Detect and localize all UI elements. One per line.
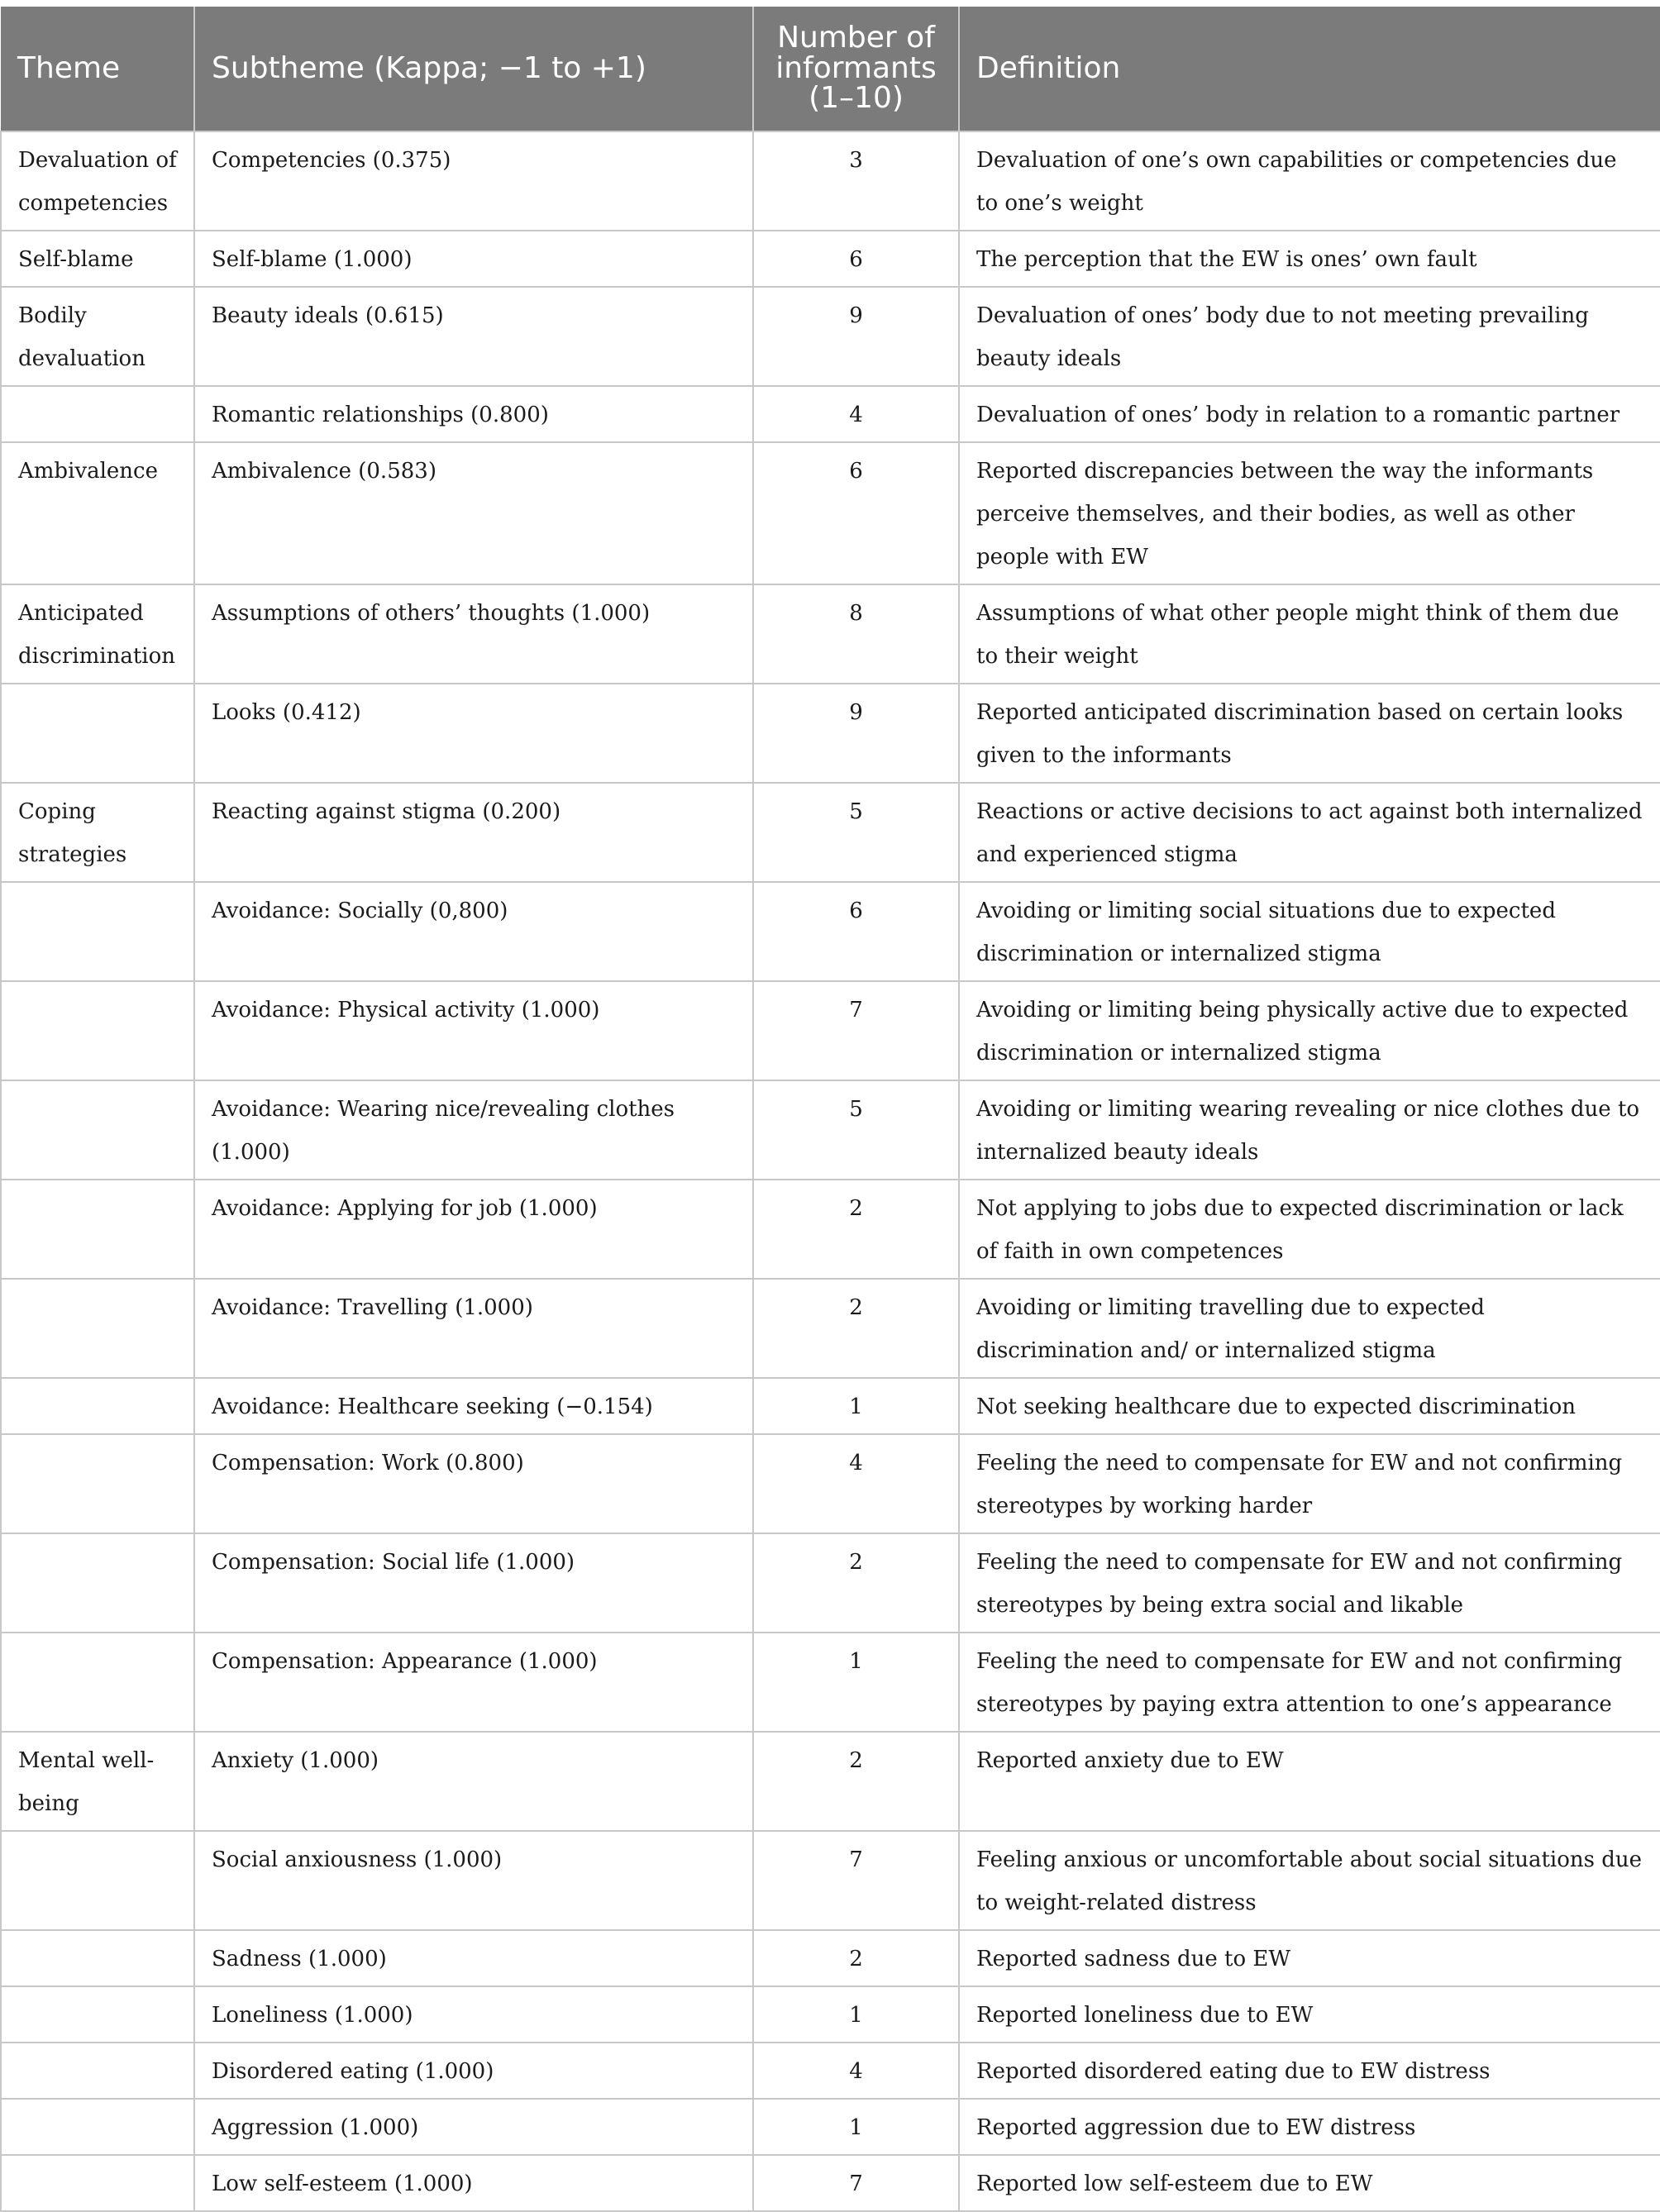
theme-cell <box>1 1279 194 1378</box>
subtheme-cell: Self-blame (1.000) <box>194 231 753 287</box>
theme-cell: Devaluation of competencies <box>1 131 194 231</box>
theme-cell: Bodily devaluation <box>1 287 194 386</box>
informants-cell: 7 <box>753 981 959 1080</box>
table-row <box>1 2043 1660 2099</box>
table-row <box>1 1533 1660 1633</box>
subtheme-cell: Loneliness (1.000) <box>194 1986 753 2043</box>
informants-cell: 1 <box>753 1633 959 1732</box>
subtheme-cell: Beauty ideals (0.615) <box>194 287 753 386</box>
subtheme-cell: Assumptions of others’ thoughts (1.000) <box>194 584 753 684</box>
definition-cell: Not seeking healthcare due to expected discrimination <box>959 1378 1660 1434</box>
informants-cell: 1 <box>753 2099 959 2155</box>
definition-cell: Avoiding or limiting social situations due to expected discrimination or internalized stigma <box>959 882 1660 981</box>
definition-cell: Devaluation of one’s own capabilities or competencies due to one’s weight <box>959 131 1660 231</box>
definition-cell: Feeling anxious or uncomfortable about social situations due to weight-related distress <box>959 1831 1660 1930</box>
subtheme-cell: Anxiety (1.000) <box>194 1732 753 1831</box>
table-row <box>1 882 1660 981</box>
theme-cell: Anticipated discrimination <box>1 584 194 684</box>
themes-table <box>0 7 1660 2212</box>
table-row <box>1 1180 1660 1279</box>
informants-cell: 8 <box>753 584 959 684</box>
theme-cell <box>1 1831 194 1930</box>
informants-cell: 5 <box>753 1080 959 1180</box>
header-definition: Definition <box>959 7 1660 131</box>
table-row <box>1 1434 1660 1533</box>
table-row <box>1 981 1660 1080</box>
theme-cell: Mental well-being <box>1 1732 194 1831</box>
header-theme: Theme <box>1 7 194 131</box>
theme-cell <box>1 386 194 442</box>
subtheme-cell: Ambivalence (0.583) <box>194 442 753 584</box>
definition-cell: Reported anticipated discrimination based on certain looks given to the informants <box>959 684 1660 783</box>
informants-cell: 4 <box>753 2043 959 2099</box>
informants-cell: 1 <box>753 1378 959 1434</box>
theme-cell <box>1 1080 194 1180</box>
theme-cell: Self-blame <box>1 231 194 287</box>
subtheme-cell: Looks (0.412) <box>194 684 753 783</box>
definition-cell: Reported sadness due to EW <box>959 1930 1660 1986</box>
table-row <box>1 1732 1660 1831</box>
table-row <box>1 287 1660 386</box>
header-subtheme: Subtheme (Kappa; −1 to +1) <box>194 7 753 131</box>
informants-cell: 4 <box>753 386 959 442</box>
subtheme-cell: Avoidance: Applying for job (1.000) <box>194 1180 753 1279</box>
table-row <box>1 684 1660 783</box>
theme-cell: Ambivalence <box>1 442 194 584</box>
informants-cell: 2 <box>753 1732 959 1831</box>
table-body <box>1 131 1660 2211</box>
subtheme-cell: Avoidance: Physical activity (1.000) <box>194 981 753 1080</box>
theme-cell <box>1 684 194 783</box>
definition-cell: Reported anxiety due to EW <box>959 1732 1660 1831</box>
table-row <box>1 442 1660 584</box>
theme-cell <box>1 1633 194 1732</box>
theme-cell <box>1 981 194 1080</box>
table-row <box>1 584 1660 684</box>
table-row <box>1 1986 1660 2043</box>
header-row <box>1 7 1660 131</box>
definition-cell: Avoiding or limiting travelling due to expected discrimination and/ or internalized stigma <box>959 1279 1660 1378</box>
definition-cell: Reported disordered eating due to EW distress <box>959 2043 1660 2099</box>
subtheme-cell: Compensation: Work (0.800) <box>194 1434 753 1533</box>
subtheme-cell: Romantic relationships (0.800) <box>194 386 753 442</box>
definition-cell: Reported aggression due to EW distress <box>959 2099 1660 2155</box>
subtheme-cell: Compensation: Social life (1.000) <box>194 1533 753 1633</box>
subtheme-cell: Low self-esteem (1.000) <box>194 2155 753 2211</box>
informants-cell: 9 <box>753 287 959 386</box>
theme-cell <box>1 2155 194 2211</box>
table-row <box>1 231 1660 287</box>
informants-cell: 2 <box>753 1930 959 1986</box>
subtheme-cell: Compensation: Appearance (1.000) <box>194 1633 753 1732</box>
theme-cell: Coping strategies <box>1 783 194 882</box>
table-header <box>1 7 1660 131</box>
subtheme-cell: Avoidance: Travelling (1.000) <box>194 1279 753 1378</box>
definition-cell: The perception that the EW is ones’ own fault <box>959 231 1660 287</box>
table-row <box>1 783 1660 882</box>
table-row <box>1 1930 1660 1986</box>
informants-cell: 2 <box>753 1533 959 1633</box>
informants-cell: 4 <box>753 1434 959 1533</box>
theme-cell <box>1 1180 194 1279</box>
informants-cell: 2 <box>753 1279 959 1378</box>
definition-cell: Reactions or active decisions to act against both internalized and experienced stigma <box>959 783 1660 882</box>
definition-cell: Reported discrepancies between the way the informants perceive themselves, and their bodies, as well as other people with EW <box>959 442 1660 584</box>
table-row <box>1 1080 1660 1180</box>
subtheme-cell: Sadness (1.000) <box>194 1930 753 1986</box>
table-row <box>1 131 1660 231</box>
theme-cell <box>1 1930 194 1986</box>
informants-cell: 6 <box>753 442 959 584</box>
definition-cell: Avoiding or limiting being physically active due to expected discrimination or internalized stigma <box>959 981 1660 1080</box>
subtheme-cell: Social anxiousness (1.000) <box>194 1831 753 1930</box>
definition-cell: Feeling the need to compensate for EW and not confirming stereotypes by working harder <box>959 1434 1660 1533</box>
header-informants: Number of informants (1–10) <box>753 7 959 131</box>
subtheme-cell: Avoidance: Socially (0,800) <box>194 882 753 981</box>
table-row <box>1 2155 1660 2211</box>
subtheme-cell: Aggression (1.000) <box>194 2099 753 2155</box>
theme-cell <box>1 2043 194 2099</box>
definition-cell: Assumptions of what other people might think of them due to their weight <box>959 584 1660 684</box>
definition-cell: Reported loneliness due to EW <box>959 1986 1660 2043</box>
informants-cell: 7 <box>753 2155 959 2211</box>
informants-cell: 3 <box>753 131 959 231</box>
informants-cell: 9 <box>753 684 959 783</box>
theme-cell <box>1 1533 194 1633</box>
subtheme-cell: Avoidance: Wearing nice/revealing clothes (1.000) <box>194 1080 753 1180</box>
subtheme-cell: Competencies (0.375) <box>194 131 753 231</box>
definition-cell: Feeling the need to compensate for EW and not confirming stereotypes by paying extra attention to one’s appearance <box>959 1633 1660 1732</box>
definition-cell: Feeling the need to compensate for EW and not confirming stereotypes by being extra social and likable <box>959 1533 1660 1633</box>
definition-cell: Reported low self-esteem due to EW <box>959 2155 1660 2211</box>
table-row <box>1 1378 1660 1434</box>
definition-cell: Devaluation of ones’ body in relation to a romantic partner <box>959 386 1660 442</box>
table-row <box>1 1831 1660 1930</box>
subtheme-cell: Reacting against stigma (0.200) <box>194 783 753 882</box>
definition-cell: Devaluation of ones’ body due to not meeting prevailing beauty ideals <box>959 287 1660 386</box>
informants-cell: 1 <box>753 1986 959 2043</box>
informants-cell: 6 <box>753 231 959 287</box>
informants-cell: 5 <box>753 783 959 882</box>
theme-cell <box>1 2099 194 2155</box>
informants-cell: 7 <box>753 1831 959 1930</box>
table-row <box>1 1279 1660 1378</box>
informants-cell: 2 <box>753 1180 959 1279</box>
subtheme-cell: Avoidance: Healthcare seeking (−0.154) <box>194 1378 753 1434</box>
definition-cell: Avoiding or limiting wearing revealing or nice clothes due to internalized beauty ideals <box>959 1080 1660 1180</box>
table-row <box>1 2099 1660 2155</box>
subtheme-cell: Disordered eating (1.000) <box>194 2043 753 2099</box>
theme-cell <box>1 882 194 981</box>
theme-cell <box>1 1378 194 1434</box>
table-row <box>1 386 1660 442</box>
table-row <box>1 1633 1660 1732</box>
theme-cell <box>1 1986 194 2043</box>
definition-cell: Not applying to jobs due to expected discrimination or lack of faith in own competences <box>959 1180 1660 1279</box>
theme-cell <box>1 1434 194 1533</box>
informants-cell: 6 <box>753 882 959 981</box>
